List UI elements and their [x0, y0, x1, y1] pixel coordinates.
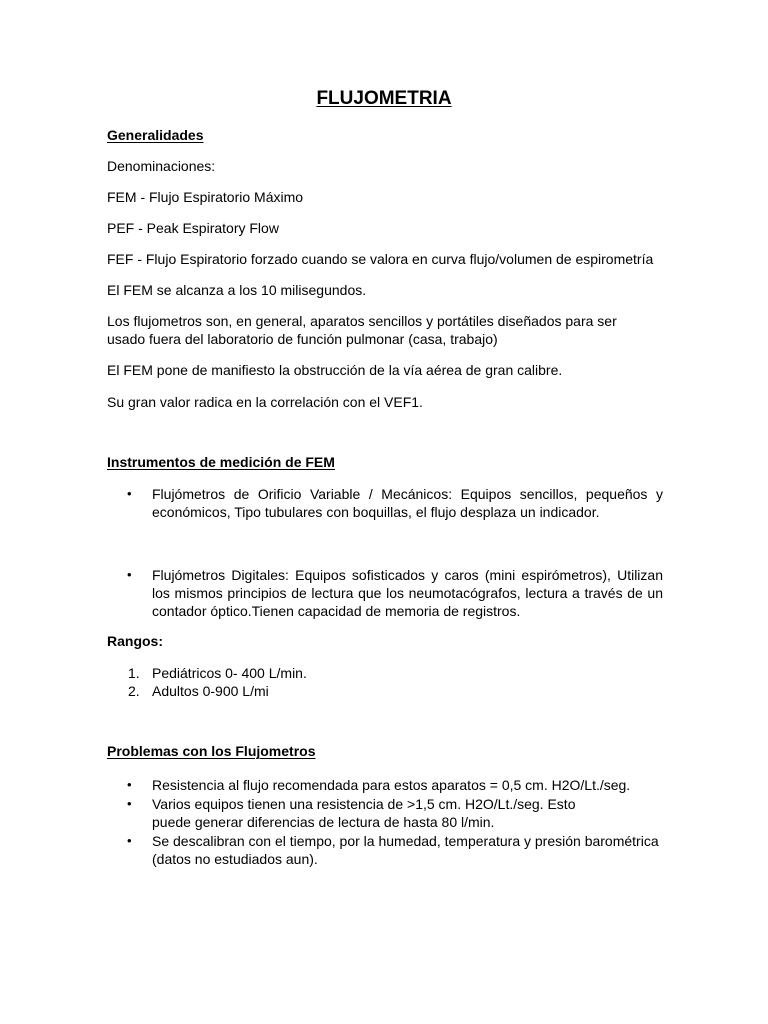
numbered-list-item — [107, 682, 663, 700]
bullet-icon: • — [127, 777, 132, 792]
paragraph: El FEM se alcanza a los 10 milisegundos. — [107, 282, 367, 298]
numbered-list-item — [107, 664, 663, 682]
bullet-icon: • — [127, 833, 132, 848]
paragraph: PEF - Peak Espiratory Flow — [107, 220, 279, 236]
document-title: FLUJOMETRIA — [316, 88, 452, 109]
section-heading-generalidades: Generalidades — [107, 127, 204, 143]
list-item — [107, 832, 667, 868]
list-item — [107, 776, 663, 794]
bullet-icon: • — [127, 567, 132, 582]
list-item-text: Varios equipos tienen una resistencia de >1,5 cm. H2O/Lt./seg. Esto puede generar diferencias de lectura de hasta 80 l/min. — [152, 796, 576, 830]
section-heading-rangos: Rangos: — [107, 633, 163, 649]
list-item-text: Se descalibran con el tiempo, por la humedad, temperatura y presión barométrica (datos no estudiados aun). — [152, 833, 659, 867]
list-item-text: Resistencia al flujo recomendada para estos aparatos = 0,5 cm. H2O/Lt./seg. — [152, 777, 631, 793]
list-item — [107, 566, 663, 620]
list-number: 2. — [128, 683, 140, 699]
bullet-icon: • — [127, 796, 132, 811]
section-heading-instrumentos: Instrumentos de medición de FEM — [107, 454, 335, 470]
section-heading-problemas: Problemas con los Flujometros — [107, 743, 316, 759]
list-item-text: Adultos 0-900 L/mi — [152, 683, 269, 699]
list-item-text: Flujómetros Digitales: Equipos sofisticados y caros (mini espirómetros), Utilizan los mismos principios de lectura que los neumotacógrafos, lectura a través de un contador óptico.Tienen capacidad de memoria de registros. — [152, 567, 663, 619]
paragraph: Denominaciones: — [107, 158, 216, 174]
list-item-text: Pediátricos 0- 400 L/min. — [152, 665, 307, 681]
list-item — [107, 795, 617, 831]
paragraph: Su gran valor radica en la correlación con el VEF1. — [107, 394, 423, 410]
paragraph: El FEM pone de manifiesto la obstrucción de la vía aérea de gran calibre. — [107, 362, 563, 378]
paragraph: FEM - Flujo Espiratorio Máximo — [107, 189, 304, 205]
paragraph: FEF - Flujo Espiratorio forzado cuando se valora en curva flujo/volumen de espirometría — [107, 251, 654, 267]
paragraph: Los flujometros son, en general, aparatos sencillos y portátiles diseñados para ser usado fuera del laboratorio de función pulmonar (casa, trabajo) — [107, 313, 617, 347]
list-item-text: Flujómetros de Orificio Variable / Mecánicos: Equipos sencillos, pequeños y económicos, Tipo tubulares con boquillas, el flujo desplaza un indicador. — [152, 486, 663, 520]
list-item — [107, 485, 663, 521]
bullet-icon: • — [127, 486, 132, 501]
list-number: 1. — [128, 665, 140, 681]
